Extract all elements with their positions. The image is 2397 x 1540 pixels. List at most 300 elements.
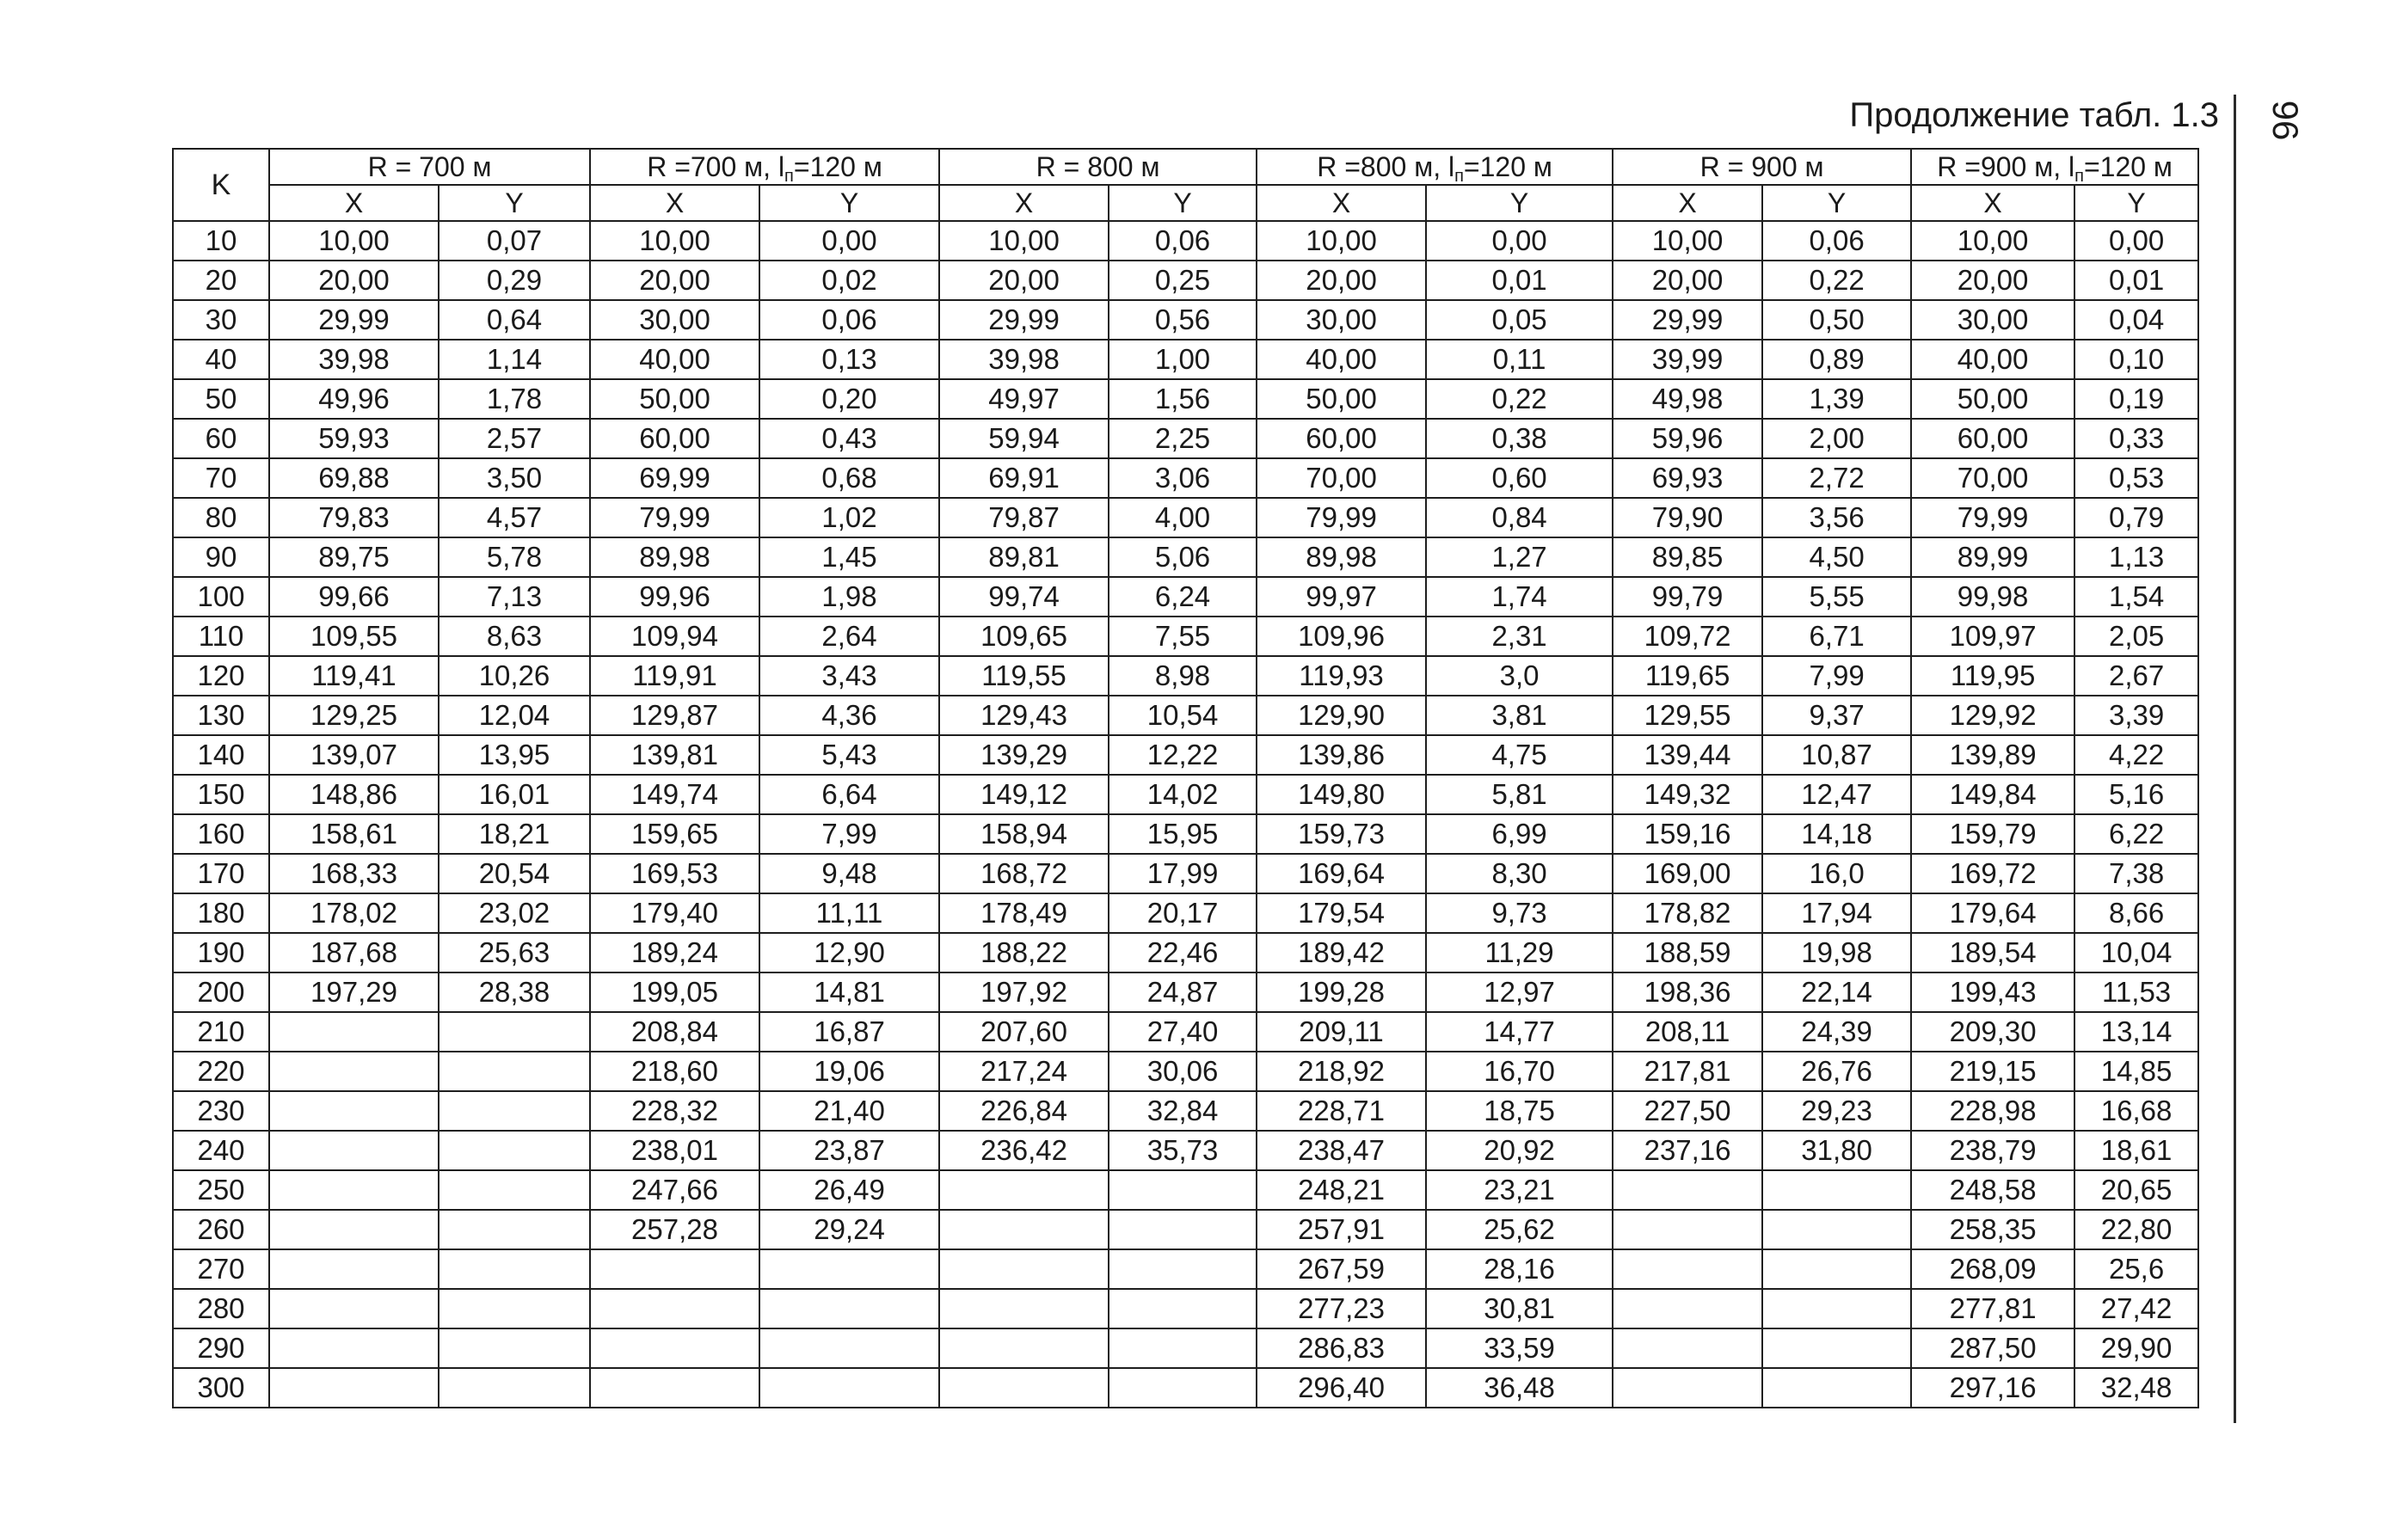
y-value-cell: 14,81: [759, 972, 939, 1012]
k-value-cell: 190: [173, 933, 269, 972]
x-column-header: X: [939, 185, 1109, 221]
x-value-cell: 99,96: [590, 577, 759, 617]
y-value-cell: 0,89: [1762, 340, 1911, 379]
y-value-cell: [1762, 1328, 1911, 1368]
table-row: [173, 1131, 2198, 1170]
y-value-cell: 3,06: [1109, 458, 1257, 498]
y-value-cell: [759, 1289, 939, 1328]
y-value-cell: 7,55: [1109, 617, 1257, 656]
x-value-cell: [269, 1368, 439, 1408]
y-value-cell: 23,87: [759, 1131, 939, 1170]
x-value-cell: 199,28: [1257, 972, 1426, 1012]
k-value-cell: 60: [173, 419, 269, 458]
x-value-cell: [269, 1210, 439, 1249]
y-value-cell: 0,64: [439, 300, 590, 340]
table-row: [173, 1289, 2198, 1328]
x-value-cell: 297,16: [1911, 1368, 2074, 1408]
k-value-cell: 240: [173, 1131, 269, 1170]
coordinates-table: [172, 148, 2199, 1408]
y-value-cell: 0,79: [2074, 498, 2198, 537]
k-value-cell: 300: [173, 1368, 269, 1408]
y-value-cell: 0,22: [1762, 261, 1911, 300]
k-value-cell: 10: [173, 221, 269, 261]
x-value-cell: 207,60: [939, 1012, 1109, 1052]
y-value-cell: 22,80: [2074, 1210, 2198, 1249]
y-value-cell: 0,38: [1426, 419, 1613, 458]
x-value-cell: [1613, 1210, 1762, 1249]
x-value-cell: 49,97: [939, 379, 1109, 419]
x-value-cell: 20,00: [590, 261, 759, 300]
y-value-cell: 32,48: [2074, 1368, 2198, 1408]
x-value-cell: [1613, 1249, 1762, 1289]
table-row: [173, 933, 2198, 972]
k-value-cell: 140: [173, 735, 269, 775]
x-value-cell: 197,92: [939, 972, 1109, 1012]
x-value-cell: 59,94: [939, 419, 1109, 458]
x-value-cell: 209,11: [1257, 1012, 1426, 1052]
y-value-cell: 10,54: [1109, 696, 1257, 735]
x-value-cell: [269, 1328, 439, 1368]
table-row: [173, 1170, 2198, 1210]
y-value-cell: 25,6: [2074, 1249, 2198, 1289]
y-value-cell: 29,90: [2074, 1328, 2198, 1368]
y-value-cell: 0,13: [759, 340, 939, 379]
x-value-cell: 20,00: [1257, 261, 1426, 300]
y-value-cell: 1,27: [1426, 537, 1613, 577]
x-value-cell: 89,85: [1613, 537, 1762, 577]
y-value-cell: 3,50: [439, 458, 590, 498]
x-value-cell: 189,42: [1257, 933, 1426, 972]
x-value-cell: 99,98: [1911, 577, 2074, 617]
y-value-cell: 0,22: [1426, 379, 1613, 419]
y-value-cell: 18,21: [439, 814, 590, 854]
y-value-cell: [439, 1091, 590, 1131]
x-value-cell: 168,72: [939, 854, 1109, 893]
x-value-cell: 238,79: [1911, 1131, 2074, 1170]
k-value-cell: 160: [173, 814, 269, 854]
y-value-cell: 10,87: [1762, 735, 1911, 775]
k-value-cell: 120: [173, 656, 269, 696]
group-header: R = 900 м: [1613, 149, 1911, 185]
y-value-cell: 9,37: [1762, 696, 1911, 735]
y-value-cell: 16,70: [1426, 1052, 1613, 1091]
x-value-cell: 149,74: [590, 775, 759, 814]
x-value-cell: 139,81: [590, 735, 759, 775]
x-value-cell: 228,32: [590, 1091, 759, 1131]
y-value-cell: 2,57: [439, 419, 590, 458]
table-row: [173, 696, 2198, 735]
x-value-cell: 39,99: [1613, 340, 1762, 379]
x-value-cell: 237,16: [1613, 1131, 1762, 1170]
k-value-cell: 130: [173, 696, 269, 735]
y-value-cell: [439, 1131, 590, 1170]
table-row: [173, 1210, 2198, 1249]
x-value-cell: 50,00: [1911, 379, 2074, 419]
x-value-cell: 129,55: [1613, 696, 1762, 735]
y-value-cell: 2,00: [1762, 419, 1911, 458]
y-value-cell: 32,84: [1109, 1091, 1257, 1131]
x-value-cell: 238,01: [590, 1131, 759, 1170]
x-value-cell: 228,71: [1257, 1091, 1426, 1131]
table-row: [173, 972, 2198, 1012]
y-value-cell: 12,47: [1762, 775, 1911, 814]
y-value-cell: 1,00: [1109, 340, 1257, 379]
y-value-cell: 6,24: [1109, 577, 1257, 617]
y-value-cell: 5,43: [759, 735, 939, 775]
group-header: R =800 м, $l_п=120$ м: [1257, 149, 1613, 185]
y-value-cell: 25,63: [439, 933, 590, 972]
x-column-header: X: [590, 185, 759, 221]
x-value-cell: 39,98: [269, 340, 439, 379]
x-value-cell: 258,35: [1911, 1210, 2074, 1249]
table-row: [173, 300, 2198, 340]
y-value-cell: [1109, 1249, 1257, 1289]
table-row: [173, 379, 2198, 419]
x-value-cell: 50,00: [1257, 379, 1426, 419]
y-value-cell: 16,01: [439, 775, 590, 814]
y-column-header: Y: [2074, 185, 2198, 221]
y-value-cell: 1,14: [439, 340, 590, 379]
y-value-cell: 2,64: [759, 617, 939, 656]
x-value-cell: 70,00: [1257, 458, 1426, 498]
x-value-cell: 169,53: [590, 854, 759, 893]
x-value-cell: 158,61: [269, 814, 439, 854]
y-value-cell: 18,61: [2074, 1131, 2198, 1170]
table-row: [173, 1368, 2198, 1408]
y-value-cell: 0,01: [2074, 261, 2198, 300]
y-value-cell: 2,31: [1426, 617, 1613, 656]
y-value-cell: 4,50: [1762, 537, 1911, 577]
y-value-cell: 7,99: [1762, 656, 1911, 696]
x-value-cell: 10,00: [1257, 221, 1426, 261]
x-value-cell: 49,98: [1613, 379, 1762, 419]
x-value-cell: 209,30: [1911, 1012, 2074, 1052]
y-value-cell: 4,00: [1109, 498, 1257, 537]
k-value-cell: 200: [173, 972, 269, 1012]
x-value-cell: 79,99: [1257, 498, 1426, 537]
x-value-cell: 119,65: [1613, 656, 1762, 696]
x-value-cell: [1613, 1368, 1762, 1408]
k-value-cell: 220: [173, 1052, 269, 1091]
x-value-cell: [939, 1368, 1109, 1408]
y-value-cell: 0,10: [2074, 340, 2198, 379]
x-value-cell: 139,89: [1911, 735, 2074, 775]
x-value-cell: 109,94: [590, 617, 759, 656]
y-value-cell: [1109, 1210, 1257, 1249]
margin-rule: [2234, 95, 2236, 1423]
y-value-cell: 17,99: [1109, 854, 1257, 893]
y-value-cell: 12,97: [1426, 972, 1613, 1012]
y-value-cell: 1,54: [2074, 577, 2198, 617]
x-value-cell: 179,64: [1911, 893, 2074, 933]
x-value-cell: 99,66: [269, 577, 439, 617]
y-value-cell: 12,22: [1109, 735, 1257, 775]
x-value-cell: 89,98: [1257, 537, 1426, 577]
group-header: R = 700 м: [269, 149, 590, 185]
y-value-cell: [759, 1249, 939, 1289]
x-value-cell: 226,84: [939, 1091, 1109, 1131]
y-value-cell: 0,60: [1426, 458, 1613, 498]
y-value-cell: 12,04: [439, 696, 590, 735]
x-value-cell: [269, 1091, 439, 1131]
y-value-cell: [1762, 1368, 1911, 1408]
table-row: [173, 1249, 2198, 1289]
y-value-cell: 23,21: [1426, 1170, 1613, 1210]
x-value-cell: 119,95: [1911, 656, 2074, 696]
table-row: [173, 893, 2198, 933]
x-value-cell: 257,28: [590, 1210, 759, 1249]
x-value-cell: 40,00: [590, 340, 759, 379]
x-value-cell: 129,43: [939, 696, 1109, 735]
y-value-cell: [1762, 1249, 1911, 1289]
k-value-cell: 290: [173, 1328, 269, 1368]
x-column-header: X: [269, 185, 439, 221]
page-number: 96: [2265, 100, 2306, 141]
y-value-cell: [439, 1052, 590, 1091]
y-value-cell: 24,39: [1762, 1012, 1911, 1052]
x-column-header: X: [1613, 185, 1762, 221]
x-value-cell: 109,55: [269, 617, 439, 656]
x-value-cell: 60,00: [1911, 419, 2074, 458]
x-value-cell: 149,12: [939, 775, 1109, 814]
y-value-cell: 5,16: [2074, 775, 2198, 814]
y-value-cell: 5,78: [439, 537, 590, 577]
y-column-header: Y: [1426, 185, 1613, 221]
y-value-cell: 27,42: [2074, 1289, 2198, 1328]
x-value-cell: 59,96: [1613, 419, 1762, 458]
x-value-cell: 99,97: [1257, 577, 1426, 617]
table-row: [173, 854, 2198, 893]
x-value-cell: 198,36: [1613, 972, 1762, 1012]
y-column-header: Y: [1762, 185, 1911, 221]
x-value-cell: 89,98: [590, 537, 759, 577]
y-value-cell: 1,02: [759, 498, 939, 537]
x-value-cell: 10,00: [939, 221, 1109, 261]
x-value-cell: 40,00: [1911, 340, 2074, 379]
x-value-cell: 20,00: [269, 261, 439, 300]
x-value-cell: 208,11: [1613, 1012, 1762, 1052]
x-value-cell: 247,66: [590, 1170, 759, 1210]
x-value-cell: 218,60: [590, 1052, 759, 1091]
k-column-header: K: [173, 149, 269, 221]
y-value-cell: 19,06: [759, 1052, 939, 1091]
y-value-cell: 8,30: [1426, 854, 1613, 893]
x-value-cell: [590, 1328, 759, 1368]
y-value-cell: [439, 1210, 590, 1249]
x-value-cell: 178,02: [269, 893, 439, 933]
y-value-cell: 29,23: [1762, 1091, 1911, 1131]
x-value-cell: 40,00: [1257, 340, 1426, 379]
y-value-cell: 5,06: [1109, 537, 1257, 577]
x-value-cell: 168,33: [269, 854, 439, 893]
y-value-cell: 10,26: [439, 656, 590, 696]
k-value-cell: 210: [173, 1012, 269, 1052]
x-value-cell: 60,00: [590, 419, 759, 458]
table-body: [173, 221, 2198, 1408]
x-value-cell: 159,79: [1911, 814, 2074, 854]
x-value-cell: [939, 1328, 1109, 1368]
y-value-cell: 20,92: [1426, 1131, 1613, 1170]
y-value-cell: 23,02: [439, 893, 590, 933]
y-value-cell: 0,56: [1109, 300, 1257, 340]
y-value-cell: 30,06: [1109, 1052, 1257, 1091]
y-value-cell: 1,45: [759, 537, 939, 577]
y-value-cell: 20,65: [2074, 1170, 2198, 1210]
x-value-cell: 10,00: [1613, 221, 1762, 261]
x-value-cell: 179,40: [590, 893, 759, 933]
y-value-cell: 16,0: [1762, 854, 1911, 893]
x-value-cell: [1613, 1170, 1762, 1210]
x-value-cell: 109,72: [1613, 617, 1762, 656]
x-value-cell: 79,87: [939, 498, 1109, 537]
y-value-cell: 1,39: [1762, 379, 1911, 419]
table-row: [173, 458, 2198, 498]
y-value-cell: 26,49: [759, 1170, 939, 1210]
y-value-cell: 6,71: [1762, 617, 1911, 656]
x-value-cell: 20,00: [1911, 261, 2074, 300]
x-value-cell: 60,00: [1257, 419, 1426, 458]
x-value-cell: 219,15: [1911, 1052, 2074, 1091]
x-value-cell: 79,90: [1613, 498, 1762, 537]
y-value-cell: 3,56: [1762, 498, 1911, 537]
k-value-cell: 50: [173, 379, 269, 419]
x-value-cell: 169,00: [1613, 854, 1762, 893]
x-value-cell: 159,16: [1613, 814, 1762, 854]
x-value-cell: 227,50: [1613, 1091, 1762, 1131]
k-value-cell: 70: [173, 458, 269, 498]
y-value-cell: 28,16: [1426, 1249, 1613, 1289]
y-value-cell: 7,99: [759, 814, 939, 854]
y-value-cell: 14,77: [1426, 1012, 1613, 1052]
y-value-cell: 22,14: [1762, 972, 1911, 1012]
x-value-cell: 178,49: [939, 893, 1109, 933]
y-value-cell: 12,90: [759, 933, 939, 972]
x-value-cell: [269, 1289, 439, 1328]
x-value-cell: 286,83: [1257, 1328, 1426, 1368]
x-value-cell: 149,32: [1613, 775, 1762, 814]
x-value-cell: [939, 1210, 1109, 1249]
y-value-cell: 0,02: [759, 261, 939, 300]
x-value-cell: 199,43: [1911, 972, 2074, 1012]
table-row: [173, 775, 2198, 814]
x-value-cell: [269, 1131, 439, 1170]
y-value-cell: 35,73: [1109, 1131, 1257, 1170]
k-value-cell: 230: [173, 1091, 269, 1131]
x-value-cell: 187,68: [269, 933, 439, 972]
x-value-cell: [939, 1170, 1109, 1210]
x-value-cell: 268,09: [1911, 1249, 2074, 1289]
group-header: R =900 м, $l_п=120$ м: [1911, 149, 2198, 185]
x-value-cell: 257,91: [1257, 1210, 1426, 1249]
group-header-row: [173, 149, 2198, 185]
y-value-cell: [439, 1012, 590, 1052]
y-value-cell: [759, 1328, 939, 1368]
y-column-header: Y: [1109, 185, 1257, 221]
x-value-cell: 69,88: [269, 458, 439, 498]
x-value-cell: [939, 1249, 1109, 1289]
y-value-cell: 9,48: [759, 854, 939, 893]
k-value-cell: 260: [173, 1210, 269, 1249]
y-value-cell: 0,33: [2074, 419, 2198, 458]
y-value-cell: 4,75: [1426, 735, 1613, 775]
y-value-cell: 0,00: [759, 221, 939, 261]
y-value-cell: 3,43: [759, 656, 939, 696]
x-value-cell: 248,58: [1911, 1170, 2074, 1210]
k-value-cell: 150: [173, 775, 269, 814]
x-value-cell: 30,00: [1257, 300, 1426, 340]
x-column-header: X: [1911, 185, 2074, 221]
y-value-cell: 0,43: [759, 419, 939, 458]
xy-header-row: [173, 185, 2198, 221]
y-value-cell: 0,19: [2074, 379, 2198, 419]
y-value-cell: 18,75: [1426, 1091, 1613, 1131]
y-value-cell: 16,68: [2074, 1091, 2198, 1131]
y-value-cell: 0,01: [1426, 261, 1613, 300]
x-value-cell: 218,92: [1257, 1052, 1426, 1091]
y-value-cell: 5,81: [1426, 775, 1613, 814]
y-value-cell: 31,80: [1762, 1131, 1911, 1170]
y-value-cell: 2,25: [1109, 419, 1257, 458]
x-value-cell: 287,50: [1911, 1328, 2074, 1368]
y-value-cell: 6,22: [2074, 814, 2198, 854]
x-value-cell: 69,99: [590, 458, 759, 498]
y-value-cell: 0,84: [1426, 498, 1613, 537]
x-value-cell: 139,07: [269, 735, 439, 775]
x-value-cell: 99,74: [939, 577, 1109, 617]
x-value-cell: 129,25: [269, 696, 439, 735]
y-value-cell: 0,07: [439, 221, 590, 261]
table-row: [173, 1052, 2198, 1091]
y-value-cell: 11,29: [1426, 933, 1613, 972]
y-value-cell: [1109, 1170, 1257, 1210]
x-value-cell: 10,00: [1911, 221, 2074, 261]
x-value-cell: [590, 1249, 759, 1289]
k-value-cell: 20: [173, 261, 269, 300]
x-value-cell: 59,93: [269, 419, 439, 458]
y-value-cell: 10,04: [2074, 933, 2198, 972]
y-value-cell: [439, 1170, 590, 1210]
table-row: [173, 498, 2198, 537]
x-value-cell: 20,00: [1613, 261, 1762, 300]
k-value-cell: 250: [173, 1170, 269, 1210]
x-value-cell: 79,99: [1911, 498, 2074, 537]
x-value-cell: 158,94: [939, 814, 1109, 854]
x-value-cell: 148,86: [269, 775, 439, 814]
group-header: R = 800 м: [939, 149, 1257, 185]
x-value-cell: 10,00: [269, 221, 439, 261]
y-value-cell: 8,63: [439, 617, 590, 656]
x-value-cell: 29,99: [1613, 300, 1762, 340]
y-value-cell: 24,87: [1109, 972, 1257, 1012]
table-row: [173, 577, 2198, 617]
y-value-cell: 4,57: [439, 498, 590, 537]
y-value-cell: 5,55: [1762, 577, 1911, 617]
x-value-cell: [269, 1052, 439, 1091]
y-value-cell: 0,06: [1762, 221, 1911, 261]
y-value-cell: 25,62: [1426, 1210, 1613, 1249]
x-value-cell: 159,65: [590, 814, 759, 854]
y-value-cell: 7,38: [2074, 854, 2198, 893]
y-value-cell: 3,0: [1426, 656, 1613, 696]
x-value-cell: 178,82: [1613, 893, 1762, 933]
x-value-cell: 188,59: [1613, 933, 1762, 972]
x-value-cell: 109,97: [1911, 617, 2074, 656]
y-value-cell: 6,99: [1426, 814, 1613, 854]
x-value-cell: 109,65: [939, 617, 1109, 656]
table-row: [173, 261, 2198, 300]
x-value-cell: 217,24: [939, 1052, 1109, 1091]
table-row: [173, 1091, 2198, 1131]
